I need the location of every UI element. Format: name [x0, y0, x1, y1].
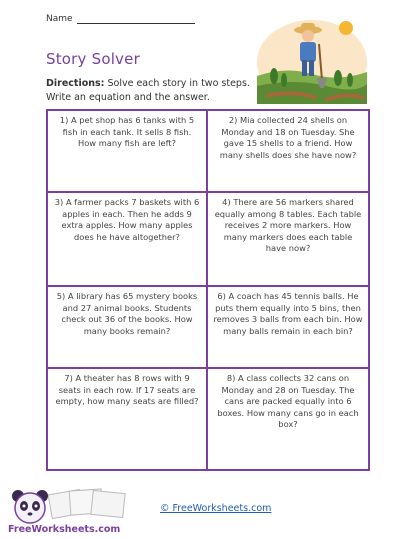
problem-cell: 3) A farmer packs 7 baskets with 6 apples in each. Then he adds 9 extra apples. How many apples does he have altogether? [48, 193, 208, 287]
problem-cell: 8) A class collects 32 cans on Monday and 28 on Tuesday. The cans are packed equally into 6 boxes. How many cans go in each box? [217, 373, 359, 429]
farmer-with-shovel-illustration [256, 14, 368, 104]
problem-cell: 1) A pet shop has 6 tanks with 5 fish in each tank. It sells 8 fish. How many fish are left? [48, 111, 208, 193]
panda-logo-icon [6, 486, 146, 536]
footer-link[interactable]: © FreeWorksheets.com [160, 503, 272, 514]
footer-logo-text: FreeWorksheets.com [8, 524, 121, 535]
problem-cell: 6) A coach has 45 tennis balls. He puts them equally into 5 bins, then removes 3 balls from each bin. How many balls remain in each bin? [208, 287, 368, 369]
page-title: Story Solver [46, 50, 140, 68]
problem-cell: 4) There are 56 markers shared equally among 8 tables. Each table receives 2 more markers. How many markers does each table have now? [208, 193, 368, 287]
directions [46, 77, 266, 105]
name-row [46, 14, 195, 24]
name-label: Name [46, 14, 73, 24]
problem-grid [46, 109, 370, 471]
name-line [77, 14, 195, 24]
problem-cell: 5) A library has 65 mystery books and 27 animal books. Students check out 36 of the books. How many books remain? [48, 287, 208, 369]
problem-cell: 7) A theater has 8 rows with 9 seats in each row. If 17 seats are empty, how many seats are filled? [48, 369, 208, 469]
directions-text: Solve each story in two steps. Write an equation and the answer. [46, 78, 250, 103]
directions-label: Directions: [46, 78, 105, 89]
problem-cell: 2) Mia collected 24 shells on Monday and 18 on Tuesday. She gave 15 shells to a friend. How many shells does she have now? [208, 111, 368, 193]
